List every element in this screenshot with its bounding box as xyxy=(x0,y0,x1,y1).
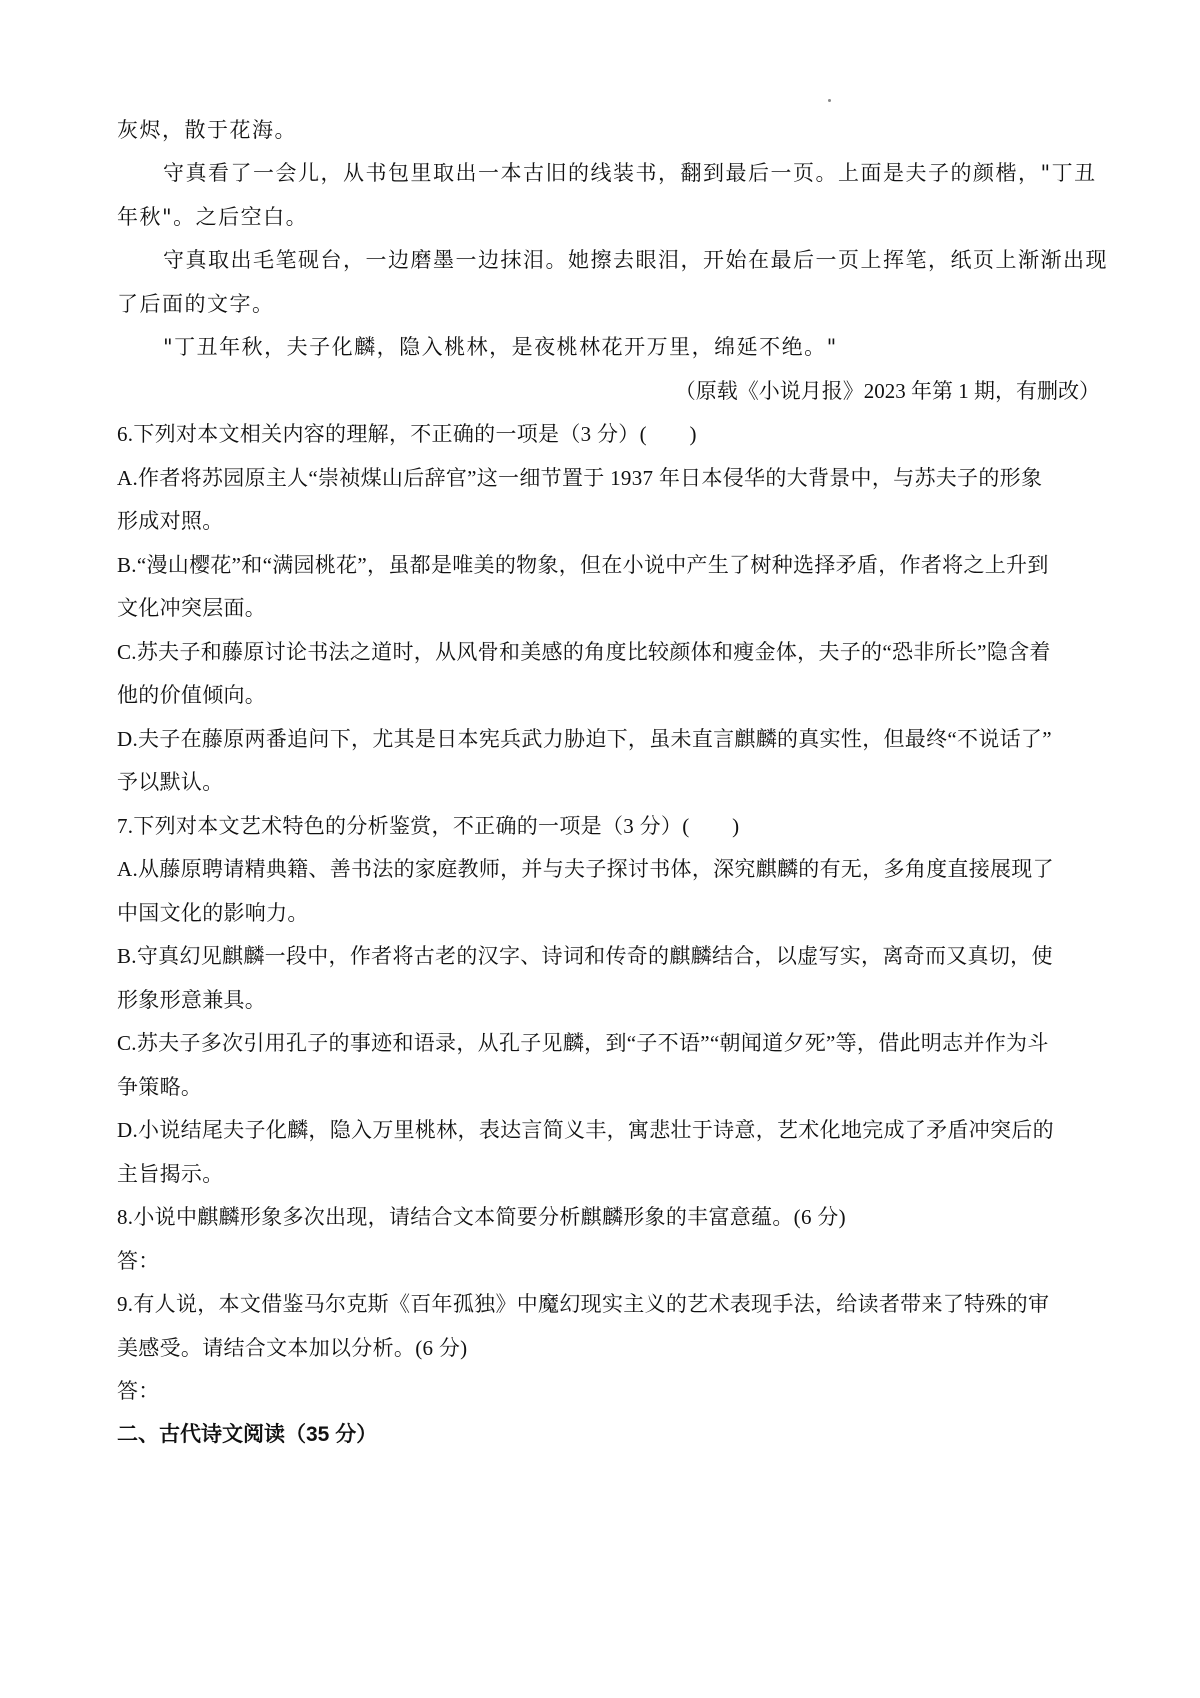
q7-option-b: B.守真幻见麒麟一段中，作者将古老的汉字、诗词和传奇的麒麟结合，以虚写实，离奇而又真切，使 xyxy=(117,944,1053,968)
q6-option-b: B.“漫山樱花”和“满园桃花”，虽都是唯美的物象，但在小说中产生了树种选择矛盾，作者将之上升到 xyxy=(117,553,1049,577)
question-7-stem: 7.下列对本文艺术特色的分析鉴赏，不正确的一项是（3 分）( ) xyxy=(117,814,740,838)
story-line: 灰烬，散于花海。 xyxy=(117,118,297,142)
q7-option-c: C.苏夫子多次引用孔子的事迹和语录，从孔子见麟，到“子不语”“朝闻道夕死”等，借此明志并作为斗 xyxy=(117,1031,1049,1055)
q6-option-a: A.作者将苏园原主人“崇祯煤山后辞官”这一细节置于 1937 年日本侵华的大背景中，与苏夫子的形象 xyxy=(117,466,1043,490)
story-paragraph-line: 守真取出毛笔砚台，一边磨墨一边抹泪。她擦去眼泪，开始在最后一页上挥笔，纸页上渐渐出现 xyxy=(163,248,1108,272)
q6-option-c: C.苏夫子和藤原讨论书法之道时，从风骨和美感的角度比较颜体和瘦金体，夫子的“恐非所长”隐含着 xyxy=(117,640,1051,664)
q7-option-b-cont: 形象形意兼具。 xyxy=(117,988,267,1012)
q7-option-d-cont: 主旨揭示。 xyxy=(117,1162,224,1186)
q9-answer-label: 答： xyxy=(117,1379,160,1403)
q6-option-b-cont: 文化冲突层面。 xyxy=(117,596,267,620)
scan-speck xyxy=(828,99,831,102)
story-paragraph-line: 年秋"。之后空白。 xyxy=(117,205,309,229)
question-8-stem: 8.小说中麒麟形象多次出现，请结合文本简要分析麒麟形象的丰富意蕴。(6 分) xyxy=(117,1205,846,1229)
section-heading: 二、古代诗文阅读（35 分） xyxy=(117,1423,378,1446)
q6-option-a-cont: 形成对照。 xyxy=(117,509,224,533)
story-paragraph-line: 守真看了一会儿，从书包里取出一本古旧的线装书，翻到最后一页。上面是夫子的颜楷，"丁丑 xyxy=(163,161,1097,185)
q7-option-a: A.从藤原聘请精典籍、善书法的家庭教师，并与夫子探讨书体，深究麒麟的有无，多角度直接展现了 xyxy=(117,857,1054,881)
q6-option-d-cont: 予以默认。 xyxy=(117,770,224,794)
q7-option-c-cont: 争策略。 xyxy=(117,1075,203,1099)
story-closing-line: "丁丑年秋，夫子化麟，隐入桃林，是夜桃林花开万里，绵延不绝。" xyxy=(163,335,838,359)
question-9-stem: 9.有人说，本文借鉴马尔克斯《百年孤独》中魔幻现实主义的艺术表现手法，给读者带来了特殊的审 xyxy=(117,1292,1050,1316)
q7-option-a-cont: 中国文化的影响力。 xyxy=(117,901,309,925)
q8-answer-label: 答： xyxy=(117,1249,160,1273)
source-citation: （原载《小说月报》2023 年第 1 期，有删改） xyxy=(674,379,1100,403)
q6-option-d: D.夫子在藤原两番追问下，尤其是日本宪兵武力胁迫下，虽未直言麒麟的真实性，但最终“不说话了” xyxy=(117,727,1052,751)
question-6-stem: 6.下列对本文相关内容的理解，不正确的一项是（3 分）( ) xyxy=(117,422,697,446)
q7-option-d: D.小说结尾夫子化麟，隐入万里桃林，表达言简义丰，寓悲壮于诗意，艺术化地完成了矛盾冲突后的 xyxy=(117,1118,1054,1142)
question-9-stem-cont: 美感受。请结合文本加以分析。(6 分) xyxy=(117,1336,468,1360)
story-paragraph-line: 了后面的文字。 xyxy=(117,292,275,316)
q6-option-c-cont: 他的价值倾向。 xyxy=(117,683,267,707)
